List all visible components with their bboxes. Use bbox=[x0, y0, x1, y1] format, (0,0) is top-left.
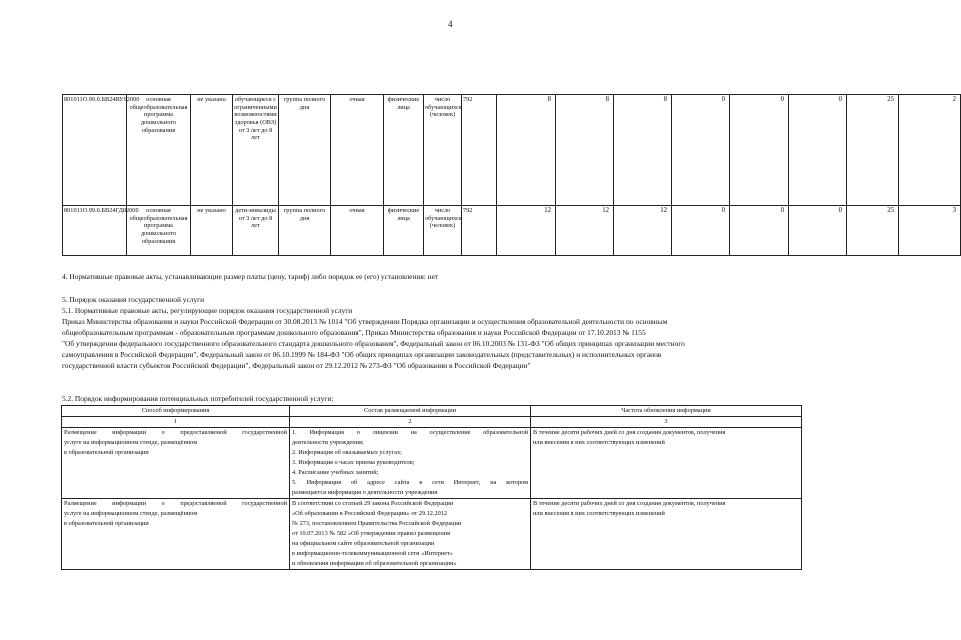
value-cell: 0 bbox=[789, 95, 847, 206]
table-row bbox=[63, 95, 961, 206]
value-cell: 12 bbox=[614, 206, 672, 256]
consumer-type: физические лица bbox=[384, 95, 424, 206]
info-frequency: В течение десяти рабочих дней со дня создания документов, получения или внесения в них соответствующих изменений bbox=[531, 499, 802, 570]
service-code: 801011О.99.0.БВ24ВУ62000 bbox=[63, 95, 127, 206]
info-content: 1. Информация о лицензии на осуществление образовательной деятельности учреждения; 2. Информация об оказываемых услугах; 3. Информация о часах приема руководителя; 4. Расписание учебных занятий; 5. Информация об адресе сайта в сети Интернет, на котором размещается информация о деятельности учреждения bbox=[290, 428, 531, 499]
section-5-line: государственной власти субъектов Российской Федерации", Федеральный закон от 29.12.2012 № 273-ФЗ "Об образовании в Российской Федерации" bbox=[62, 361, 531, 370]
indicator-unit: число обучающихся (человек) bbox=[424, 95, 462, 206]
value-cell: 0 bbox=[672, 206, 730, 256]
service-code: 801011О.99.0.БВ24ГД82000 bbox=[63, 206, 127, 256]
column-number: 3 bbox=[531, 417, 802, 428]
study-form: очная bbox=[331, 206, 384, 256]
section-5-line: "Об утверждении федерального государственного образовательного стандарта дошкольного образования", Федеральный закон от 06.10.2003 № 131-ФЗ "Об общих принципах организации местного bbox=[62, 339, 685, 348]
value-cell: 25 bbox=[847, 206, 899, 256]
value-cell: 3 bbox=[899, 206, 961, 256]
value-cell: 8 bbox=[614, 95, 672, 206]
column-header: Состав размещаемой информации bbox=[290, 406, 531, 417]
page-number: 4 bbox=[448, 19, 453, 29]
table-row bbox=[62, 499, 802, 570]
value-cell: 8 bbox=[556, 95, 614, 206]
column-number: 1 bbox=[62, 417, 290, 428]
program-name: основная общеобразовательная программа дошкольного образования bbox=[127, 206, 191, 256]
stay-mode: группа полного дня bbox=[279, 206, 331, 256]
column-number: 2 bbox=[290, 417, 531, 428]
information-table bbox=[61, 405, 802, 570]
table-row bbox=[62, 428, 802, 499]
program-name: основная общеобразовательная программа дошкольного образования bbox=[127, 95, 191, 206]
consumer-category: дети-инвалиды от 3 лет до 8 лет bbox=[233, 206, 279, 256]
info-method: Размещение информации о предоставляемой государственной услуге на информационном стенде, размещённом в образовательной организации bbox=[62, 499, 290, 570]
okei-code: 792 bbox=[462, 95, 497, 206]
section-5-line: Приказ Министерства образования и науки Российской Федерации от 30.08.2013 № 1014 "Об утверждении Порядка организации и осуществления образовательной деятельности по основным bbox=[62, 317, 668, 326]
info-method: Размещение информации о предоставляемой государственной услуге на информационном стенде, размещённом в образовательной организации bbox=[62, 428, 290, 499]
value-cell: 0 bbox=[730, 206, 789, 256]
study-form: очная bbox=[331, 95, 384, 206]
value-cell: 8 bbox=[497, 95, 556, 206]
column-header: Способ информирования bbox=[62, 406, 290, 417]
section-4: 4. Нормативные правовые акты, устанавливающие размер платы (цену, тариф) либо порядок ее (его) установления: нет bbox=[62, 272, 439, 281]
section-5-2: 5.2. Порядок информирования потенциальных потребителей государственной услуги: bbox=[62, 394, 334, 403]
section-5-title: 5. Порядок оказания государственной услуги bbox=[62, 295, 205, 304]
table-row bbox=[63, 206, 961, 256]
indicator-unit: число обучающихся (человек) bbox=[424, 206, 462, 256]
section-5-1: 5.1. Нормативные правовые акты, регулирующие порядок оказания государственной услуги bbox=[62, 306, 353, 315]
value-cell: 0 bbox=[672, 95, 730, 206]
table-number-row bbox=[62, 417, 802, 428]
value-cell: 25 bbox=[847, 95, 899, 206]
not-specified: не указано bbox=[191, 95, 233, 206]
value-cell: 2 bbox=[899, 95, 961, 206]
consumer-type: физические лица bbox=[384, 206, 424, 256]
not-specified: не указано bbox=[191, 206, 233, 256]
section-5-line: самоуправления в Российской Федерации", Федеральный закон от 06.10.1999 № 184-ФЗ "Об общих принципах организации законодательных (представительных) и исполнительных органов bbox=[62, 350, 662, 359]
consumer-category: обучающиеся с ограниченными возможностями здоровья (ОВЗ) от 3 лет до 8 лет bbox=[233, 95, 279, 206]
column-header: Частота обновления информации bbox=[531, 406, 802, 417]
table-header-row bbox=[62, 406, 802, 417]
value-cell: 12 bbox=[497, 206, 556, 256]
value-cell: 0 bbox=[789, 206, 847, 256]
info-frequency: В течение десяти рабочих дней со дня создания документов, получения или внесения в них соответствующих изменений bbox=[531, 428, 802, 499]
indicators-table bbox=[62, 94, 961, 256]
value-cell: 0 bbox=[730, 95, 789, 206]
section-5-line: общеобразовательным программам - образовательным программам дошкольного образования", Приказ Министерства образования и науки Российской Федерации от 17.10.2013 № 1155 bbox=[62, 328, 646, 337]
okei-code: 792 bbox=[462, 206, 497, 256]
info-content: В соответствии со статьей 29 закона Российской Федерации «Об образовании в Российской Федерации» от 29.12.2012 № 273, постановлением Правительства Российской Федерации от 10.07.2013 № 582 «Об утверждении правил размещения на официальном сайте образовательной организации в информационно-телекоммуникационной сети «Интернет» и обновления информации об образовательной организации» bbox=[290, 499, 531, 570]
stay-mode: группа полного дня bbox=[279, 95, 331, 206]
value-cell: 12 bbox=[556, 206, 614, 256]
